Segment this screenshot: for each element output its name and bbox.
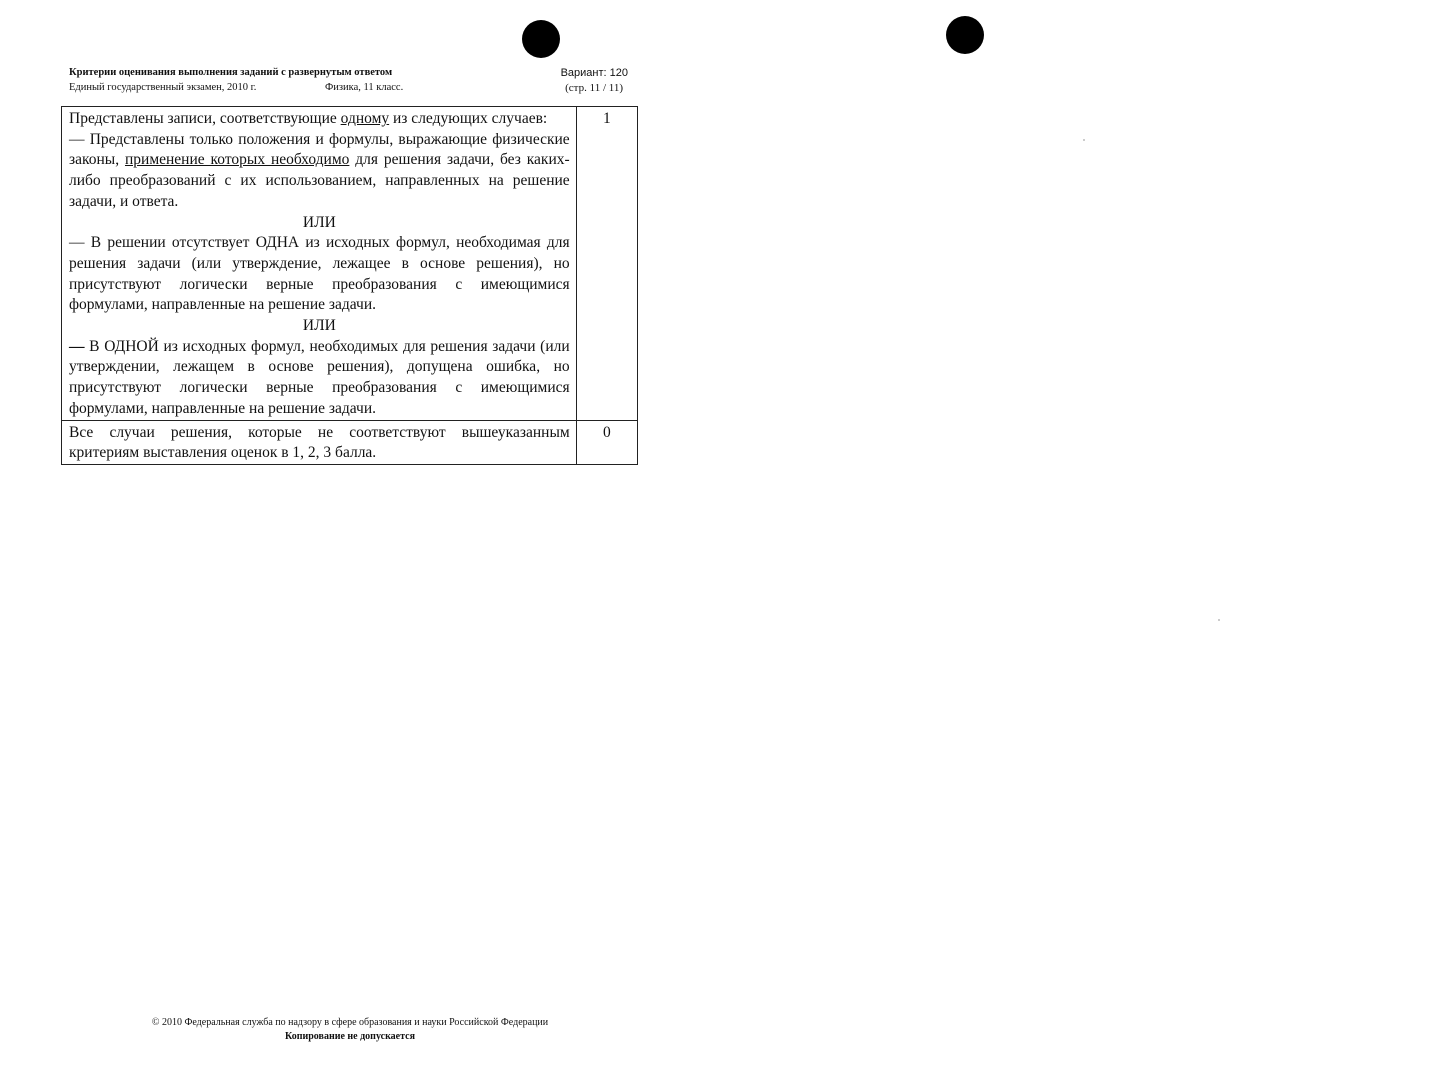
page-number: (стр. 11 / 11) bbox=[565, 82, 623, 94]
criteria-description bbox=[62, 107, 577, 421]
copyright-notice: © 2010 Федеральная служба по надзору в сфере образования и науки Российской Федерации bbox=[151, 1017, 549, 1028]
or-separator: ИЛИ bbox=[302, 317, 336, 335]
criteria-case-2: — В решении отсутствует ОДНА из исходных формул, необходимая для решения задачи (или утверждение, лежащее в основе решения), но присутствуют логически верные преобразования с имеющимися формулами, направленные на решение задачи. bbox=[69, 234, 570, 314]
page-header bbox=[69, 66, 631, 98]
criteria-case-3: — В ОДНОЙ из исходных формул, необходимых для решения задачи (или утверждении, лежащем в основе решения), допущена ошибка, но присутствуют логически верные преобразования с имеющимися формулами, направленные на решение задачи. bbox=[69, 337, 570, 417]
table-row bbox=[62, 107, 638, 421]
criteria-description bbox=[62, 420, 577, 464]
score-value: 0 bbox=[576, 420, 637, 464]
page-footer bbox=[100, 1016, 600, 1044]
scan-speck bbox=[1218, 619, 1220, 621]
punch-hole-right bbox=[946, 16, 984, 54]
table-row bbox=[62, 420, 638, 464]
punch-hole-left bbox=[522, 20, 560, 58]
score-value: 1 bbox=[576, 107, 637, 421]
criteria-intro: Представлены записи, соответствующие одному из следующих случаев: bbox=[69, 110, 548, 127]
scan-speck bbox=[1083, 139, 1085, 141]
variant-number: Вариант: 120 bbox=[560, 67, 628, 79]
underlined-emphasis: одному bbox=[340, 110, 390, 127]
or-separator: ИЛИ bbox=[302, 213, 336, 231]
document-title: Критерии оценивания выполнения заданий с развернутым ответом bbox=[69, 67, 393, 78]
exam-name: Единый государственный экзамен, 2010 г. bbox=[69, 82, 257, 93]
subject-label: Физика, 11 класс. bbox=[325, 82, 404, 93]
criteria-fallback: Все случаи решения, которые не соответствуют вышеуказанным критериям выставления оценок в 1, 2, 3 балла. bbox=[69, 423, 570, 462]
copy-restriction: Копирование не допускается bbox=[284, 1031, 416, 1042]
underlined-emphasis: применение которых необходимо bbox=[124, 151, 350, 169]
criteria-case-1: — Представлены только положения и формулы, выражающие физические законы, применение которых необходимо для решения задачи, без каких-либо преобразований с их использованием, направленных на решение задачи, и ответа. bbox=[69, 130, 570, 210]
criteria-table bbox=[61, 106, 638, 465]
